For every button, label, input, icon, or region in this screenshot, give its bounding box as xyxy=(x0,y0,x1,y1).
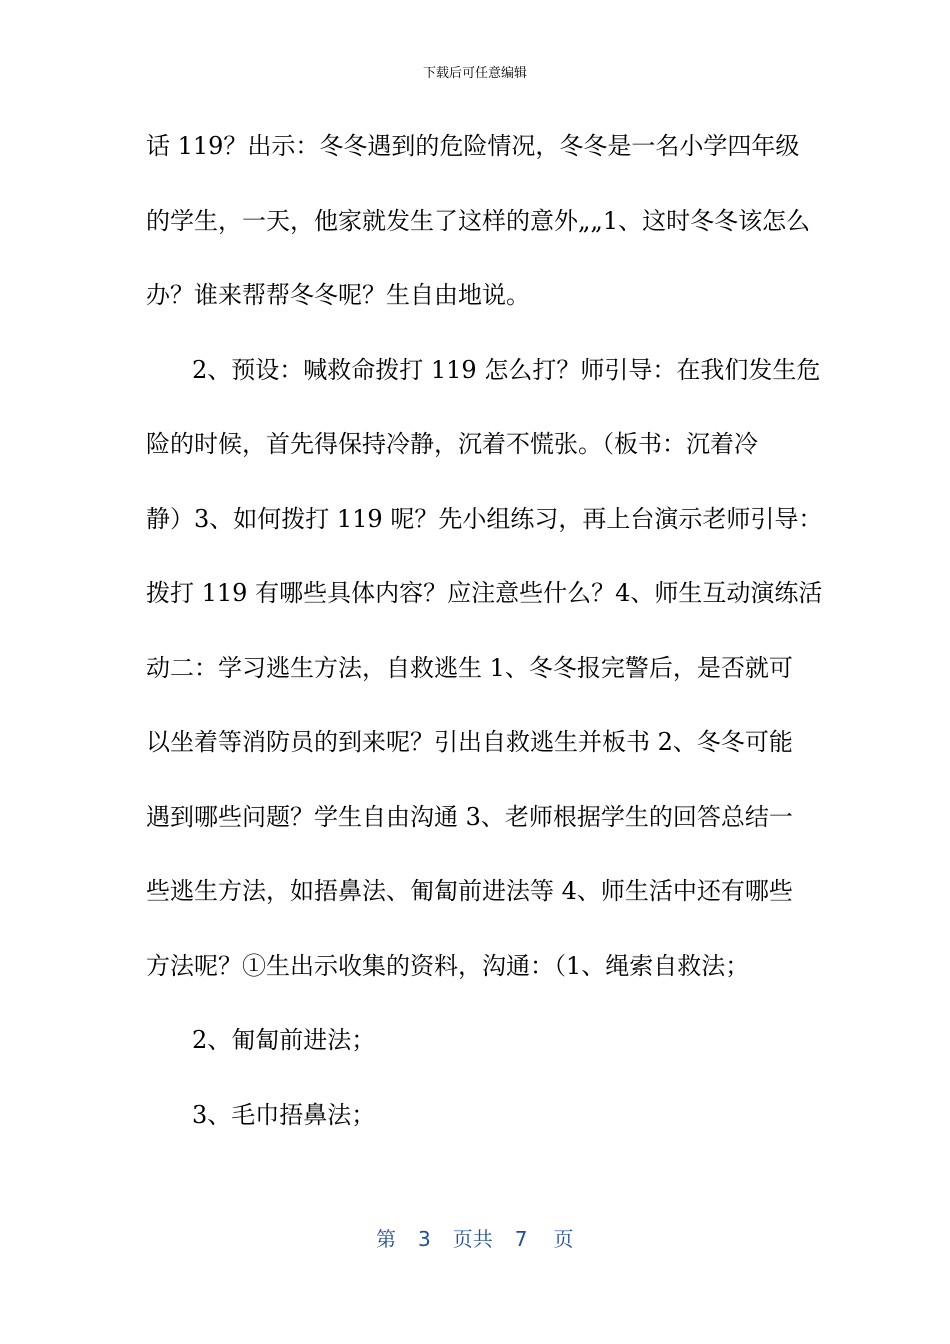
text-line: 遇到哪些问题？学生自由沟通 3、老师根据学生的回答总结一 xyxy=(146,802,793,831)
text-line: 拨打 119 有哪些具体内容？应注意些什么？4、师生互动演练活 xyxy=(146,579,823,607)
text-line: 办？谁来帮帮冬冬呢？生自由地说。 xyxy=(146,281,530,309)
text-line: 些逃生方法，如捂鼻法、匍匐前进法等 4、师生活中还有哪些 xyxy=(146,877,793,905)
text-line: 动二：学习逃生方法，自救逃生 1、冬冬报完警后，是否就可 xyxy=(146,653,793,682)
footer-label-end: 页 xyxy=(553,1227,574,1251)
document-body xyxy=(146,122,826,1165)
text-line: 以坐着等消防员的到来呢？引出自救逃生并板书 2、冬冬可能 xyxy=(146,728,793,756)
text-line: 静）3、如何拨打 119 呢？先小组练习，再上台演示老师引导： xyxy=(146,504,823,533)
footer-current-page: 3 xyxy=(418,1227,431,1251)
footer-total-pages: 7 xyxy=(514,1227,528,1251)
text-line: 话 119？出示：冬冬遇到的危险情况，冬冬是一名小学四年级 xyxy=(146,132,800,160)
text-line: 2、匍匐前进法； xyxy=(192,1026,376,1054)
text-line: 3、毛巾捂鼻法； xyxy=(192,1100,376,1129)
page-header: 下载后可任意编辑 xyxy=(422,66,527,81)
text-line: 2、预设：喊救命拨打 119 怎么打？师引导：在我们发生危 xyxy=(192,355,821,384)
text-line: 险的时候，首先得保持冷静，沉着不慌张。（板书：沉着冷 xyxy=(146,430,758,458)
footer-label-page: 第 xyxy=(376,1227,396,1251)
page-footer xyxy=(376,1224,573,1254)
text-line: 方法呢？①生出示收集的资料，沟通：（1、绳索自救法； xyxy=(146,951,750,980)
footer-label-total: 页共 xyxy=(452,1227,493,1251)
text-line: 的学生，一天，他家就发生了这样的意外„„1、这时冬冬该怎么 xyxy=(146,206,811,235)
